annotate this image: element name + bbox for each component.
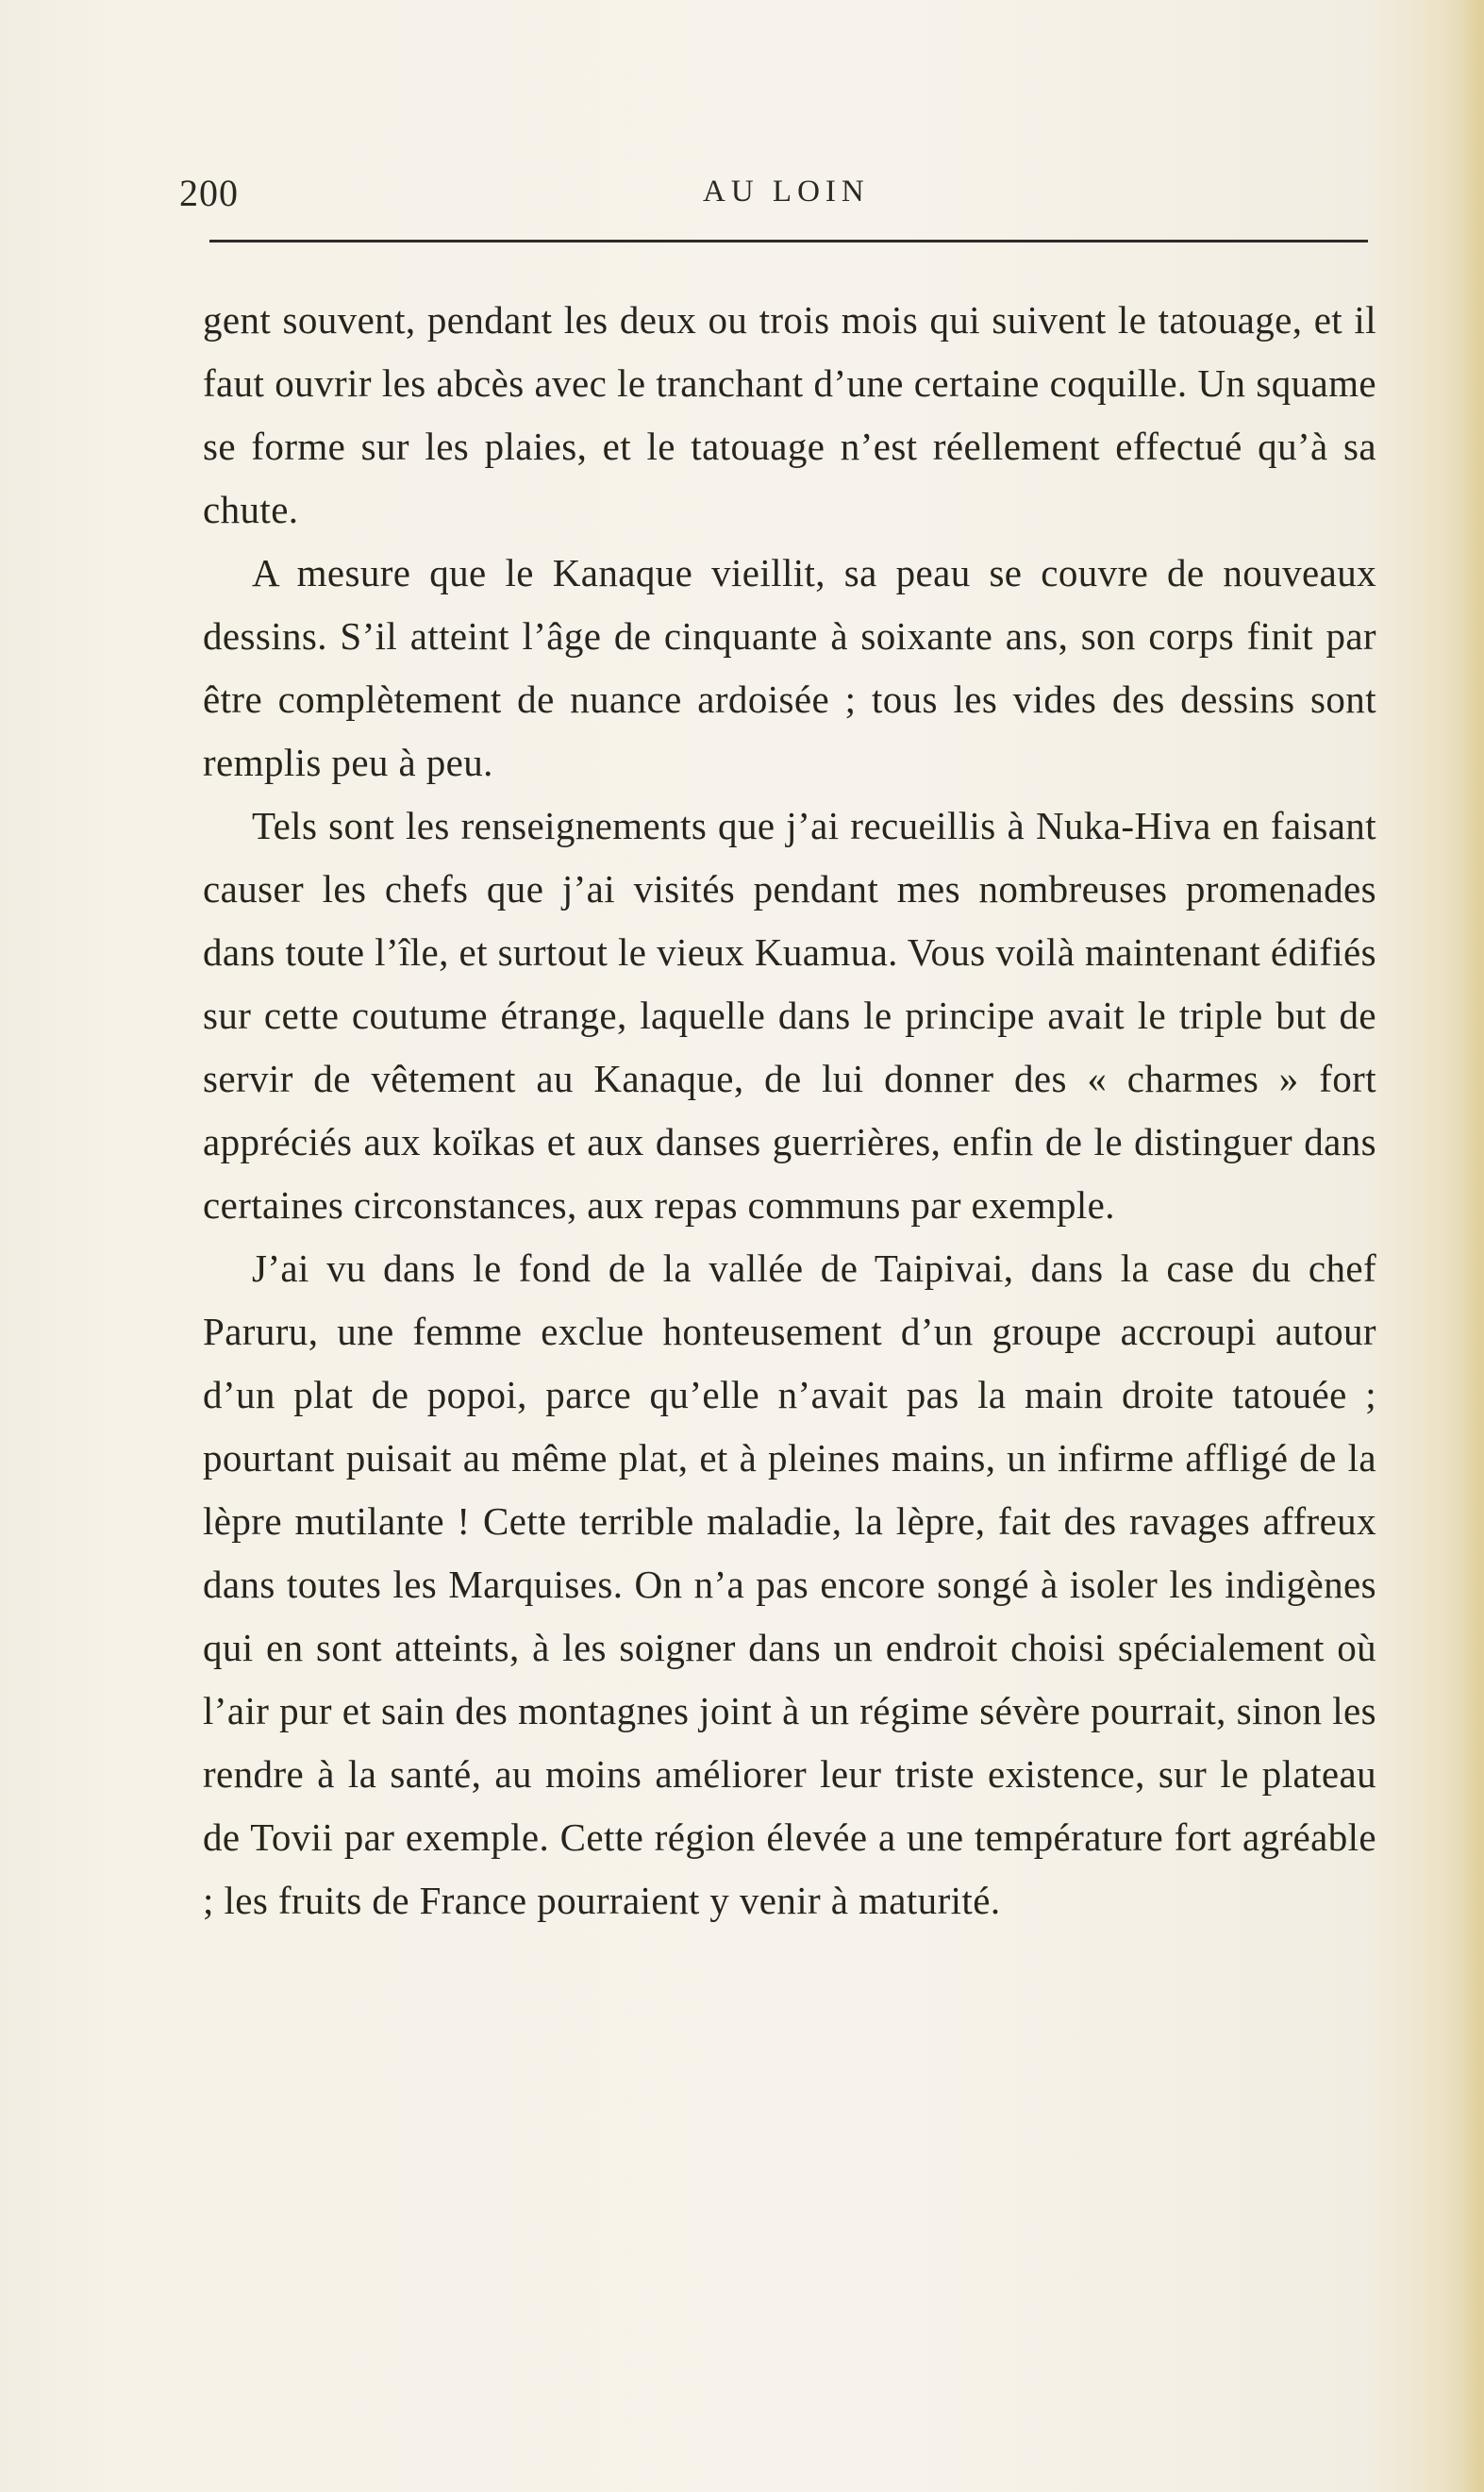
paragraph-1: gent souvent, pendant les deux ou trois mois qui suivent le tatouage, et il faut ouvrir les abcès avec le tranchant d’une certaine coquille. Un squame se forme sur les plaies, et le tatouage n’est réellement effectué qu’à sa chute.: [203, 298, 1376, 531]
paragraph-2: A mesure que le Kanaque vieillit, sa peau se couvre de nouveaux dessins. S’il atteint l’âge de cinquante à soixante ans, son corps finit par être complètement de nuance ardoisée ; tous les vides des dessins sont remplis peu à peu.: [203, 551, 1376, 784]
header-rule: [209, 240, 1368, 243]
body-text: [203, 289, 1376, 1932]
page-header: [179, 165, 1366, 222]
paragraph-3: Tels sont les renseignements que j’ai recueillis à Nuka-Hiva en faisant causer les chefs que j’ai visités pendant mes nombreuses promenades dans toute l’île, et surtout le vieux Kuamua. Vous voilà maintenant édifiés sur cette coutume étrange, laquelle dans le principe avait le triple but de servir de vêtement au Kanaque, de lui donner des « charmes » fort appréciés aux koïkas et aux danses guerrières, enfin de le distinguer dans certaines circonstances, aux repas communs par exemple.: [203, 804, 1376, 1227]
page-number: 200: [179, 172, 239, 214]
running-title: AU LOIN: [703, 175, 870, 209]
page-edge-shading: [1463, 0, 1484, 2492]
paragraph-4: J’ai vu dans le fond de la vallée de Taipivai, dans la case du chef Paruru, une femme exclue honteusement d’un groupe accroupi autour d’un plat de popoi, parce qu’elle n’avait pas la main droite tatouée ; pourtant puisait au même plat, et à pleines mains, un infirme affligé de la lèpre mutilante ! Cette terrible maladie, la lèpre, fait des ravages affreux dans toutes les Marquises. On n’a pas encore songé à isoler les indigènes qui en sont atteints, à les soigner dans un endroit choisi spécialement où l’air pur et sain des montagnes joint à un régime sévère pourrait, sinon les rendre à la santé, au moins améliorer leur triste existence, sur le plateau de Tovii par exemple. Cette région élevée a une température fort agréable ; les fruits de France pourraient y venir à maturité.: [203, 1246, 1376, 1922]
